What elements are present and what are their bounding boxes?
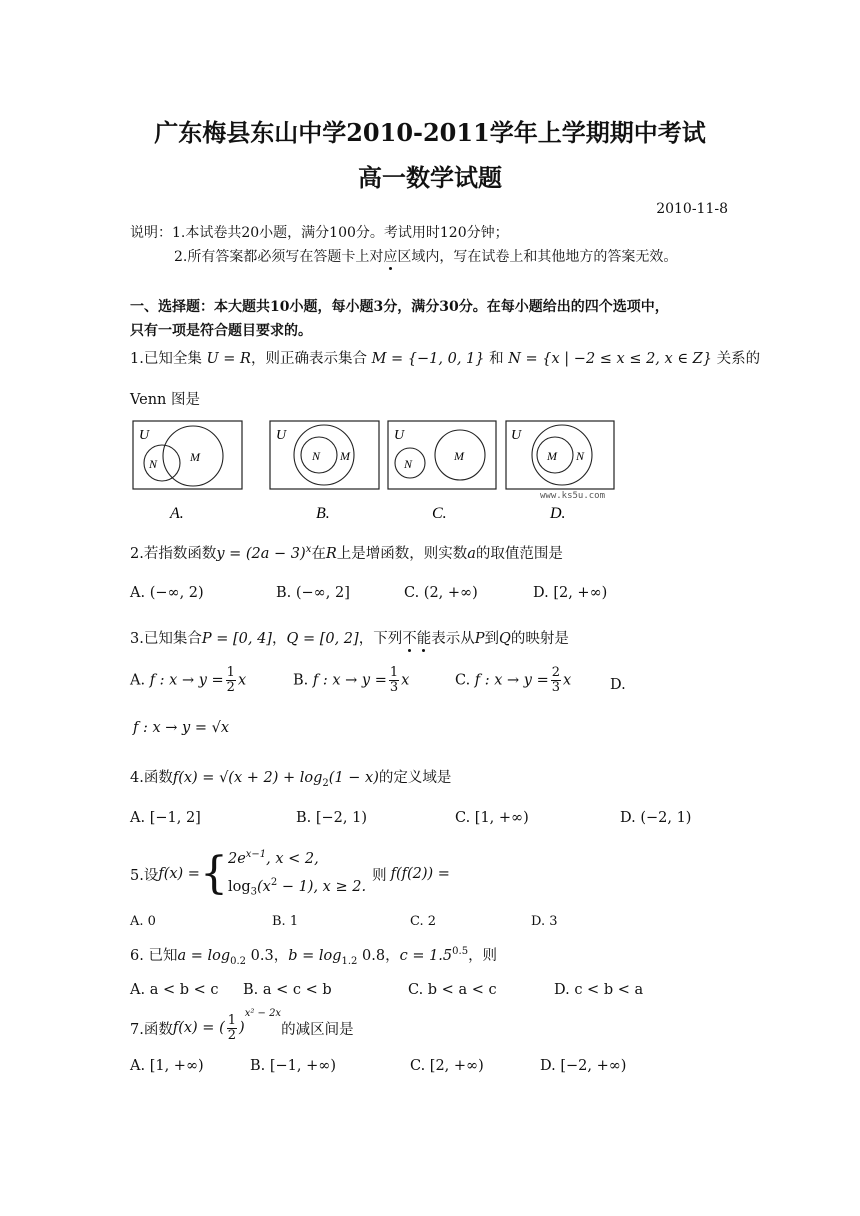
q3-option-b-fraction	[389, 666, 399, 695]
q6-option-c: C. b < a < c	[408, 982, 497, 998]
exam-title: 广东梅县东山中学2010-2011学年上学期期中考试	[154, 118, 706, 147]
venn-option-c	[388, 421, 496, 522]
venn-a-n-label: N	[149, 457, 158, 471]
question-3: 3.已知集合P = [0, 4]，Q = [0, 2]，下列不能表示从P到Q的映射是	[130, 631, 569, 647]
q3-var-q: Q	[498, 631, 511, 647]
venn-c-n-label: N	[404, 457, 413, 471]
venn-c-universe	[388, 421, 496, 489]
question-1	[130, 347, 760, 368]
venn-a-u-label: U	[139, 428, 150, 443]
q5-case-1-b: , x < 2,	[266, 851, 319, 868]
q3-var-p: P	[474, 631, 485, 647]
q5-case-2	[228, 871, 366, 905]
q3-option-c-map: f : x → y =	[474, 672, 549, 689]
venn-c-m-label: M	[454, 449, 464, 463]
q4-log-base: 2	[322, 777, 329, 789]
q3-not-a: 不	[402, 631, 417, 647]
fraction-numerator: 1	[226, 665, 235, 680]
q1-set-m: M = {−1, 0, 1}	[371, 351, 485, 367]
q3-text-d: 到	[484, 631, 499, 647]
venn-b-n-label: N	[312, 449, 321, 463]
instruction-2	[174, 246, 677, 266]
q3-not-b: 能	[416, 631, 432, 647]
q1-mid: ，则正确表示集合	[250, 351, 367, 367]
venn-c-u-label: U	[394, 428, 405, 443]
q5-case-1-exp: x−1	[245, 849, 267, 861]
venn-c-option-label: C.	[432, 505, 447, 522]
instruction-1: 1.本试卷共20小题，满分100分。考试用时120分钟；	[172, 225, 509, 241]
q1-and: 和	[489, 351, 504, 367]
q5-case-1-a: 2e	[227, 851, 246, 868]
venn-d-universe	[506, 421, 614, 489]
venn-diagrams	[130, 418, 630, 522]
q3-option-b-map: f : x → y =	[312, 672, 387, 689]
q2-exponent: x	[305, 544, 312, 556]
q5-option-a: A. 0	[130, 914, 156, 929]
question-1-line2: Venn 图是	[130, 392, 201, 408]
q4-option-b: B. [−2, 1)	[296, 810, 368, 826]
question-4	[130, 766, 451, 789]
section-heading-line2: 只有一项是符合题目要求的。	[130, 323, 312, 339]
venn-b-universe	[270, 421, 379, 489]
q3-set-p: P = [0, 4]	[201, 631, 272, 647]
q3-set-q: Q = [0, 2]	[286, 631, 359, 647]
q5-case-2-base: 3	[250, 886, 257, 898]
q5-option-c: C. 2	[410, 914, 437, 929]
q3-option-b-label: B.	[293, 672, 309, 689]
q2-text-c: 上是增函数，则实数	[336, 546, 468, 562]
q3-option-a-map: f : x → y =	[149, 672, 224, 689]
q3-option-d-expr: f : x → y = √x	[133, 720, 229, 736]
q3-option-c-x: x	[563, 672, 572, 689]
venn-b-option-label: B.	[316, 505, 330, 522]
q2-option-d: D. [2, +∞)	[533, 585, 608, 601]
q3-option-a-label: A.	[130, 672, 146, 689]
q6-a-val: 0.3	[246, 948, 274, 964]
q2-text-a: 2.若指数函数	[130, 546, 217, 562]
q3-option-a-x: x	[237, 672, 247, 689]
fraction-denominator: 2	[226, 680, 235, 695]
q5-case-1	[228, 843, 366, 871]
q6-b-val: 0.8	[357, 948, 386, 964]
q1-set-n: N = {x | −2 ≤ x ≤ 2, x ∈ Z}	[508, 351, 712, 367]
q6-text-a: 6. 已知	[130, 948, 178, 964]
fraction-numerator: 2	[551, 665, 561, 680]
venn-option-b	[270, 421, 379, 522]
q2-option-c: C. (2, +∞)	[404, 585, 478, 601]
instructions-line1	[130, 222, 509, 242]
q6-b-base: 1.2	[341, 955, 358, 967]
q4-text-b: 的定义域是	[378, 770, 452, 786]
instructions-label: 说明：	[130, 225, 172, 241]
q6-a-base: 0.2	[230, 955, 247, 967]
q5-brace: {	[199, 848, 228, 899]
fraction-denominator: 3	[551, 680, 561, 695]
fraction-denominator: 3	[389, 680, 399, 695]
q3-option-b	[293, 666, 409, 695]
q4-option-d: D. (−2, 1)	[620, 810, 692, 826]
q5-case-2-c: − 1), x ≥ 2.	[277, 878, 367, 895]
venn-a-option-label: A.	[170, 505, 184, 522]
fraction-denominator: 2	[227, 1027, 237, 1043]
q3-text-a: 3.已知集合	[130, 631, 202, 647]
question-7	[130, 1008, 354, 1048]
q5-option-d: D. 3	[531, 914, 558, 929]
watermark-text: www.ks5u.com	[540, 491, 606, 501]
q2-text-b: 在	[311, 546, 326, 562]
fraction-numerator: 1	[227, 1012, 237, 1028]
q3-option-a-fraction	[226, 666, 236, 695]
q6-c-expr: c = 1.5	[399, 948, 453, 964]
q5-cases	[228, 843, 366, 905]
q3-text-e: 的映射是	[510, 631, 569, 647]
venn-b-u-label: U	[276, 428, 287, 443]
q6-b-expr: b = log	[288, 948, 342, 964]
exam-subtitle: 高一数学试题	[358, 163, 502, 192]
venn-a-universe	[133, 421, 242, 489]
q4-expression-b: (1 − x)	[328, 770, 379, 786]
question-6: 6. 已知$a = \log_{0.2} 0.3$，$b = \log_{1.2} 0.8$，$c = 1.5^{0.5}$，则	[130, 946, 498, 967]
q3-option-a	[130, 666, 246, 695]
q6-c-exp: 0.5	[452, 946, 469, 958]
q7-fraction	[227, 1014, 237, 1043]
q3-text-b: ，下列	[358, 631, 403, 647]
venn-d-u-label: U	[511, 428, 522, 443]
venn-b-m-label: M	[340, 449, 350, 463]
question-2	[130, 542, 563, 563]
q2-option-a: A. (−∞, 2)	[130, 585, 204, 601]
q5-function: f(x) =	[158, 866, 200, 882]
q4-text-a: 4.函数	[130, 770, 173, 786]
q3-option-c	[455, 666, 571, 695]
q4-option-a: A. [−1, 2]	[130, 810, 201, 826]
question-5	[130, 846, 450, 902]
exam-date: 2010-11-8	[656, 201, 728, 217]
q4-option-c: C. [1, +∞)	[455, 810, 529, 826]
q6-text-b: ，则	[468, 948, 498, 964]
q6-a-expr: a = log	[177, 948, 231, 964]
venn-d-option-label: D.	[550, 505, 566, 522]
q5-text-b: 则	[372, 867, 387, 884]
instruction-2-part-c: 区域内，写在试卷上和其他地方的答案无效。	[397, 249, 678, 265]
q2-expression: y = (2a − 3)	[216, 546, 306, 562]
q7-option-b: B. [−1, +∞)	[250, 1058, 337, 1074]
q5-ask: f(f(2)) =	[390, 866, 450, 882]
q3-text-c: 表示从	[431, 631, 475, 647]
q3-option-d-label: D.	[610, 677, 626, 693]
q7-exponent: x² − 2x	[244, 1008, 282, 1019]
venn-a-m-label: M	[190, 450, 200, 464]
q5-case-2-a: log	[227, 878, 251, 895]
venn-d-n-label: N	[576, 449, 585, 463]
section-heading-line1: 一、选择题：本大题共10小题，每小题3分，满分30分。在每小题给出的四个选项中，	[130, 299, 669, 315]
q1-prefix: 1.已知全集	[130, 351, 202, 367]
q7-text-b: 的减区间是	[281, 1021, 354, 1038]
q5-case-2-b: (x	[257, 878, 271, 895]
instruction-2-emphasis: 应	[383, 249, 398, 265]
q7-option-d: D. [−2, +∞)	[540, 1058, 627, 1074]
q3-option-c-label: C.	[455, 672, 471, 689]
q5-case-2-sq: 2	[270, 877, 278, 889]
q2-option-b: B. (−∞, 2]	[276, 585, 350, 601]
q3-option-c-fraction	[551, 666, 561, 695]
q7-function: f(x) = (	[172, 1020, 225, 1036]
venn-option-d	[506, 421, 614, 522]
venn-d-m-label: M	[547, 449, 557, 463]
q7-option-c: C. [2, +∞)	[410, 1058, 484, 1074]
q2-text-d: 的取值范围是	[475, 546, 563, 562]
fraction-numerator: 1	[389, 665, 399, 680]
q5-text-a: 5.设	[130, 867, 159, 884]
instruction-2-part-a: 2.所有答案都必须写在答题卡上对	[174, 249, 384, 265]
q6-option-a: A. a < b < c	[130, 982, 219, 998]
q7-option-a: A. [1, +∞)	[130, 1058, 204, 1074]
q2-set-r: R	[325, 546, 337, 562]
q6-option-d: D. c < b < a	[554, 982, 644, 998]
q6-option-b: B. a < c < b	[243, 982, 332, 998]
q5-option-b: B. 1	[272, 914, 299, 929]
q2-var-a: a	[467, 546, 476, 562]
q1-suffix: 关系的	[716, 351, 761, 367]
q7-close-paren: )	[239, 1020, 245, 1036]
venn-option-a	[133, 421, 242, 522]
q4-expression: f(x) = √(x + 2) + log	[172, 770, 323, 786]
q3-option-b-x: x	[401, 672, 410, 689]
q7-text-a: 7.函数	[130, 1021, 173, 1038]
q1-universal-set: U = R	[206, 351, 251, 367]
